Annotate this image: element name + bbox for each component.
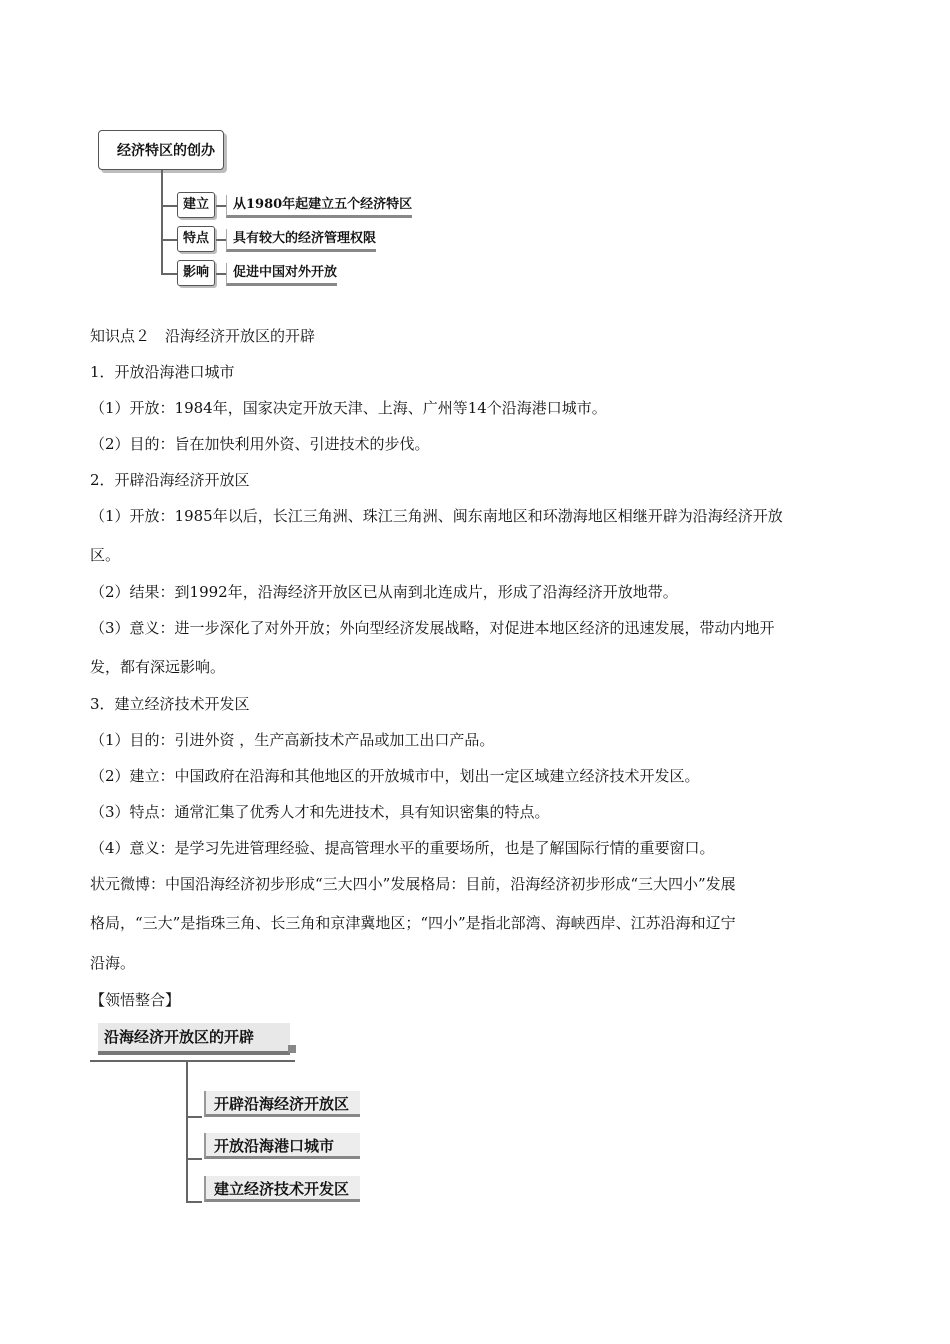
diagram-root-node: 经济特区的创办 xyxy=(98,130,224,170)
diagram-connector xyxy=(186,1062,188,1202)
diagram-connector xyxy=(90,1060,295,1062)
section-3-item-1: （1）目的：引进外资 ，生产高新技术产品或加工出口产品。 xyxy=(90,731,495,749)
diagram-item-coastal-zone: 开辟沿海经济开放区 xyxy=(204,1091,360,1117)
diagram-connector xyxy=(216,205,226,207)
section-2-item-1-line-2: 区。 xyxy=(90,546,121,564)
section-2-item-3-line-1: （3）意义：进一步深化了对外开放；外向型经济发展战略，对促进本地区经济的迅速发展，带动内地开 xyxy=(90,619,775,637)
diagram-root-node: 沿海经济开放区的开辟 xyxy=(98,1023,290,1055)
diagram-tag-establish: 建立 xyxy=(177,192,215,218)
section-2-item-2: （2）结果：到1992年，沿海经济开放区已从南到北连成片，形成了沿海经济开放地带。 xyxy=(90,583,678,601)
special-economic-zone-diagram xyxy=(0,0,950,300)
section-3-item-3: （3）特点：通常汇集了优秀人才和先进技术，具有知识密集的特点。 xyxy=(90,803,550,821)
diagram-connector xyxy=(186,1116,202,1118)
diagram-connector xyxy=(161,205,177,207)
diagram-decoration xyxy=(288,1045,296,1053)
section-1-title: 1．开放沿海港口城市 xyxy=(90,363,235,381)
tip-line-3: 沿海。 xyxy=(90,954,136,972)
diagram-connector xyxy=(216,239,226,241)
diagram-tag-feature: 特点 xyxy=(177,226,215,252)
summary-heading: 【领悟整合】 xyxy=(90,991,181,1009)
section-2-title: 2．开辟沿海经济开放区 xyxy=(90,471,250,489)
diagram-value-establish: 从1980年起建立五个经济特区 xyxy=(226,195,412,218)
diagram-connector xyxy=(161,170,163,274)
section-3-title: 3．建立经济技术开发区 xyxy=(90,695,250,713)
tip-line-1: 状元微博：中国沿海经济初步形成“三大四小”发展格局：目前，沿海经济初步形成“三大四小”发展 xyxy=(90,875,736,893)
diagram-connector xyxy=(161,239,177,241)
section-1-item-2: （2）目的：旨在加快利用外资、引进技术的步伐。 xyxy=(90,435,430,453)
diagram-connector xyxy=(216,273,226,275)
diagram-value-feature: 具有较大的经济管理权限 xyxy=(226,229,376,252)
diagram-connector xyxy=(161,273,177,275)
tip-line-2: 格局，“三大”是指珠三角、长三角和京津冀地区；“四小”是指北部湾、海峡西岸、江苏沿海和辽宁 xyxy=(90,914,736,932)
knowledge-point-title: 知识点２ 沿海经济开放区的开辟 xyxy=(90,327,316,345)
diagram-value-impact: 促进中国对外开放 xyxy=(226,263,337,286)
section-2-item-3-line-2: 发，都有深远影响。 xyxy=(90,658,226,676)
diagram-item-port-cities: 开放沿海港口城市 xyxy=(204,1133,360,1159)
section-1-item-1: （1）开放：1984年，国家决定开放天津、上海、广州等14个沿海港口城市。 xyxy=(90,399,607,417)
diagram-item-dev-zones: 建立经济技术开发区 xyxy=(204,1176,360,1202)
section-3-item-2: （2）建立：中国政府在沿海和其他地区的开放城市中，划出一定区域建立经济技术开发区。 xyxy=(90,767,700,785)
section-2-item-1-line-1: （1）开放：1985年以后，长江三角洲、珠江三角洲、闽东南地区和环渤海地区相继开辟为沿海经济开放 xyxy=(90,507,783,525)
diagram-tag-impact: 影响 xyxy=(177,260,215,286)
section-3-item-4: （4）意义：是学习先进管理经验、提高管理水平的重要场所，也是了解国际行情的重要窗口。 xyxy=(90,839,715,857)
diagram-connector xyxy=(186,1158,202,1160)
diagram-connector xyxy=(186,1201,202,1203)
